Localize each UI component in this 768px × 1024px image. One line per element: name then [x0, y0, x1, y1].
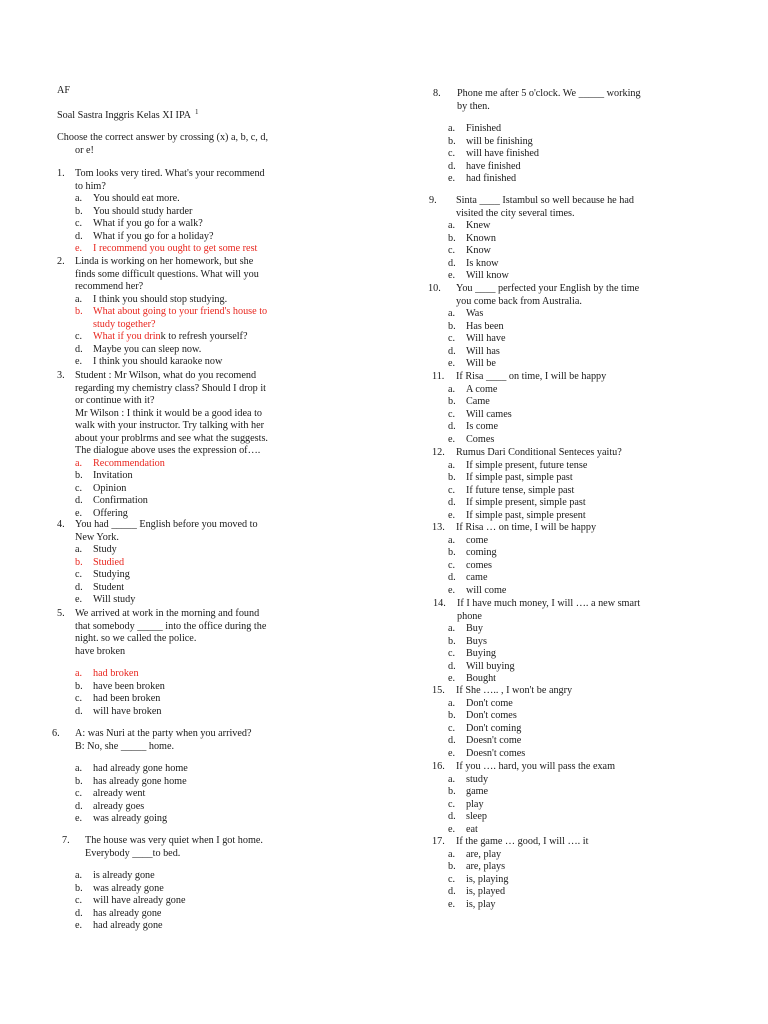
option-letter: d. — [448, 497, 456, 508]
option-text: eat — [466, 823, 478, 835]
question-number: 11. — [432, 371, 445, 382]
option-text: was already going — [93, 813, 168, 824]
option-text: What about going to your friend's house to — [93, 306, 268, 317]
question-stem-line: have broken — [75, 645, 126, 657]
option-letter: a. — [448, 534, 456, 546]
question-stem-line: night. so we called the police. — [75, 633, 197, 644]
option-letter: d. — [448, 160, 456, 172]
option-text: had already gone home — [93, 763, 188, 774]
option-text: Will has — [466, 345, 500, 357]
option-letter: c. — [448, 648, 456, 659]
question-stem-line: walk with your instructor. Try talking with her — [75, 420, 265, 431]
question-number: 5. — [57, 608, 65, 619]
option-letter: e. — [448, 898, 456, 910]
option-letter: c. — [75, 693, 83, 704]
option-text: A come — [466, 383, 498, 395]
option-text: Buys — [466, 635, 487, 647]
question-stem-line: to him? — [75, 180, 106, 192]
option-letter: c. — [75, 569, 83, 580]
option-letter: e. — [448, 747, 456, 759]
option-letter: c. — [448, 484, 456, 496]
option-letter: d. — [448, 660, 456, 672]
option-letter: e. — [448, 270, 456, 281]
option-letter: a. — [75, 193, 83, 204]
option-letter: b. — [448, 710, 456, 721]
option-letter: c. — [75, 482, 83, 494]
question-stem-line: regarding my chemistry class? Should I drop it — [75, 382, 266, 394]
option-text: Don't come — [466, 697, 513, 709]
question-stem-line: Everybody ____to bed. — [85, 847, 181, 859]
option-text: If simple past, simple present — [466, 509, 586, 521]
doc-title — [57, 107, 199, 123]
option-text: Comes — [466, 433, 495, 445]
question-number: 17. — [432, 836, 445, 847]
option-letter: c. — [448, 798, 456, 810]
option-letter: a. — [448, 123, 456, 134]
option-letter: d. — [75, 705, 83, 717]
option-letter: d. — [448, 886, 456, 897]
question-number: 16. — [432, 761, 445, 772]
option-text: Confirmation — [93, 495, 148, 506]
option-text: are, plays — [466, 861, 506, 872]
question-number: 2. — [57, 256, 65, 267]
option-letter: a. — [75, 457, 83, 469]
instruction-line-1: Choose the correct answer by crossing (x) a, b, c, d, — [57, 132, 269, 143]
question-stem-line: phone — [457, 610, 482, 622]
option-letter: b. — [448, 396, 456, 407]
option-text: Has been — [466, 320, 504, 332]
option-letter: e. — [448, 358, 456, 369]
question-stem-line: you come back from Australia. — [456, 295, 582, 307]
question-stem-line: We arrived at work in the morning and found — [75, 608, 260, 619]
option-text: Will study — [93, 594, 136, 605]
option-text: has already gone home — [93, 775, 187, 787]
question-stem-line: You had _____ English before you moved to — [75, 519, 258, 530]
option-letter: d. — [448, 811, 456, 822]
option-letter: a. — [75, 668, 83, 679]
option-letter: e. — [75, 243, 83, 254]
question-number: 4. — [57, 519, 65, 530]
option-letter: e. — [448, 173, 456, 184]
option-letter: d. — [448, 257, 456, 269]
option-text: had broken — [93, 668, 139, 679]
option-letter: b. — [75, 205, 83, 217]
option-letter: a. — [448, 308, 456, 319]
option-letter: e. — [75, 594, 83, 605]
option-text: If simple past, simple past — [466, 472, 573, 483]
option-text: have been broken — [93, 680, 165, 692]
option-letter: c. — [75, 895, 83, 906]
option-letter: c. — [448, 148, 456, 159]
option-text: Bought — [466, 673, 497, 684]
option-letter: a. — [75, 870, 83, 881]
option-text: Opinion — [93, 482, 127, 494]
option-letter: d. — [75, 907, 83, 919]
question-number: 10. — [428, 283, 441, 294]
option-text: You should eat more. — [93, 193, 180, 204]
question-stem-line: by then. — [457, 100, 490, 112]
option-text: I recommend you ought to get some rest — [93, 243, 258, 254]
question-stem-line: Linda is working on her homework, but she — [75, 256, 254, 267]
question-stem-line: Mr Wilson : I think it would be a good idea to — [75, 407, 263, 419]
option-letter: a. — [75, 544, 83, 555]
option-text: came — [466, 572, 488, 583]
option-text: has already gone — [93, 907, 162, 919]
option-letter: e. — [448, 823, 456, 835]
option-letter: a. — [448, 383, 456, 395]
option-letter: a. — [448, 848, 456, 860]
option-letter: c. — [75, 788, 83, 799]
question-stem-line: or continue with it? — [75, 395, 155, 406]
question-number: 1. — [57, 168, 65, 179]
option-letter: d. — [75, 495, 83, 506]
question-stem-line: finds some difficult questions. What will you — [75, 268, 259, 280]
option-text: Knew — [466, 220, 491, 231]
option-text: will have broken — [93, 705, 162, 717]
option-letter: a. — [448, 459, 456, 471]
option-letter: c. — [75, 331, 83, 342]
question-number: 13. — [432, 522, 445, 533]
option-text: Finished — [466, 123, 502, 134]
question-number: 15. — [432, 685, 445, 696]
option-text: Student — [93, 581, 125, 593]
option-text: Will have — [466, 333, 506, 344]
option-text: I think you should karaoke now — [93, 356, 223, 367]
option-text — [93, 331, 247, 344]
option-text: Is come — [466, 421, 498, 432]
option-text: will be finishing — [466, 135, 533, 147]
option-letter: a. — [75, 293, 83, 305]
option-text: are, play — [466, 848, 502, 860]
question-stem-line: You ____ perfected your English by the time — [456, 283, 640, 294]
option-letter: c. — [448, 722, 456, 734]
option-text: have finished — [466, 160, 521, 172]
option-text: play — [466, 798, 484, 810]
option-text: Is know — [466, 257, 499, 269]
option-text: was already gone — [93, 882, 164, 894]
option-letter: e. — [448, 433, 456, 445]
option-text: game — [466, 786, 489, 797]
option-text: will have already gone — [93, 895, 186, 906]
question-stem-line: If the game … good, I will …. it — [456, 836, 589, 847]
option-letter: c. — [448, 559, 456, 571]
option-text: Buy — [466, 623, 483, 634]
question-stem-line: If She ….. , I won't be angry — [456, 685, 573, 696]
option-letter: d. — [75, 343, 83, 355]
question-stem-line: about your problrms and see what the suggests. — [75, 432, 268, 444]
option-text: Maybe you can sleep now. — [93, 343, 202, 355]
option-text: Study — [93, 544, 117, 555]
option-text: had finished — [466, 173, 517, 184]
option-letter: d. — [448, 421, 456, 432]
option-text-highlighted: What if you drin — [93, 331, 161, 342]
option-text: Recommendation — [93, 457, 165, 469]
option-text: Was — [466, 308, 484, 319]
question-stem-line: visited the city several times. — [456, 207, 575, 219]
option-text: Will know — [466, 270, 509, 281]
option-letter: b. — [448, 861, 456, 872]
option-letter: b. — [448, 635, 456, 647]
option-text: Doesn't come — [466, 735, 522, 746]
option-text: Will cames — [466, 408, 512, 420]
option-text: Will buying — [466, 660, 515, 672]
question-stem-line: B: No, she _____ home. — [75, 740, 175, 752]
option-text: coming — [466, 547, 497, 558]
question-stem-line: Sinta ____ Istambul so well because he had — [456, 195, 634, 206]
question-number: 3. — [57, 370, 65, 381]
question-stem-line: The dialogue above uses the expression of…. — [75, 445, 261, 456]
option-letter: b. — [448, 547, 456, 558]
option-text: Came — [466, 396, 490, 407]
question-stem-line: Student : Mr Wilson, what do you recomend — [75, 370, 257, 381]
option-text: I think you should stop studying. — [93, 293, 228, 305]
option-letter: b. — [448, 232, 456, 244]
doc-code: AF — [57, 85, 71, 96]
option-letter: a. — [448, 773, 456, 785]
option-text: You should study harder — [93, 205, 193, 217]
question-stem-line: The house was very quiet when I got home. — [85, 835, 263, 846]
option-letter: c. — [448, 408, 456, 420]
option-text: If simple present, simple past — [466, 497, 586, 508]
option-text: will have finished — [466, 148, 539, 159]
option-letter: d. — [75, 800, 83, 812]
option-text: is, play — [466, 898, 496, 910]
question-stem-line: A: was Nuri at the party when you arrived? — [75, 728, 252, 739]
option-letter: b. — [448, 786, 456, 797]
option-letter: d. — [75, 581, 83, 593]
question-stem-line: If Risa … on time, I will be happy — [456, 522, 597, 533]
option-text: Doesn't comes — [466, 747, 526, 759]
option-letter: c. — [448, 873, 456, 885]
option-text: Studied — [93, 556, 125, 568]
option-text: What if you go for a holiday? — [93, 230, 214, 242]
option-text: Invitation — [93, 470, 133, 481]
option-text-rest: k to refresh yourself? — [160, 331, 248, 342]
option-text: will come — [466, 584, 507, 596]
question-number: 9. — [429, 195, 437, 206]
question-number: 7. — [62, 835, 70, 846]
option-text: come — [466, 534, 489, 546]
option-letter: b. — [75, 882, 83, 894]
option-text: is, playing — [466, 873, 509, 885]
option-letter: d. — [75, 230, 83, 242]
option-text: What if you go for a walk? — [93, 218, 203, 229]
option-letter: e. — [448, 509, 456, 521]
option-text: Don't coming — [466, 722, 522, 734]
question-stem-line: If I have much money, I will …. a new smart — [457, 598, 641, 609]
question-stem-line: New York. — [75, 531, 119, 543]
question-number: 6. — [52, 728, 60, 739]
question-number: 8. — [433, 88, 441, 99]
option-text: If simple present, future tense — [466, 459, 588, 471]
question-stem-line: that somebody _____ into the office during the — [75, 620, 267, 632]
option-letter: b. — [75, 470, 83, 481]
option-letter: e. — [75, 813, 83, 824]
question-number: 14. — [433, 598, 446, 609]
option-text: had been broken — [93, 693, 161, 704]
question-stem-line: Rumus Dari Conditional Senteces yaitu? — [456, 447, 622, 458]
option-text: already went — [93, 788, 146, 799]
question-stem-line: If you …. hard, you will pass the exam — [456, 761, 616, 772]
option-text: Studying — [93, 569, 130, 580]
option-letter: e. — [448, 673, 456, 684]
option-letter: a. — [448, 623, 456, 634]
question-stem-line: Tom looks very tired. What's your recommend — [75, 168, 265, 179]
option-text: is, played — [466, 886, 506, 897]
option-letter: c. — [448, 245, 456, 256]
option-letter: e. — [75, 507, 83, 519]
doc-title-sup: 1 — [195, 107, 199, 116]
option-letter: c. — [75, 218, 83, 229]
option-text: Buying — [466, 648, 497, 659]
option-letter: b. — [75, 556, 83, 568]
option-text: If future tense, simple past — [466, 484, 575, 496]
option-text: study together? — [93, 318, 156, 330]
option-letter: b. — [75, 775, 83, 787]
option-letter: e. — [75, 920, 83, 931]
option-text: Will be — [466, 358, 496, 369]
option-text: Know — [466, 245, 491, 256]
option-letter: b. — [448, 472, 456, 483]
question-stem-line: Phone me after 5 o'clock. We _____ working — [457, 88, 641, 99]
option-text: Offering — [93, 507, 128, 519]
question-stem-line: recommend her? — [75, 281, 144, 292]
option-letter: d. — [448, 735, 456, 746]
option-text: Known — [466, 232, 496, 244]
doc-title-text: Soal Sastra Inggris Kelas XI IPA — [57, 110, 191, 121]
option-letter: e. — [75, 356, 83, 367]
option-letter: d. — [448, 345, 456, 357]
option-text: already goes — [93, 800, 145, 812]
option-letter: a. — [75, 763, 83, 774]
option-text: is already gone — [93, 870, 155, 881]
option-letter: a. — [448, 697, 456, 709]
option-text: comes — [466, 559, 493, 571]
option-letter: b. — [75, 306, 83, 317]
option-text: had already gone — [93, 920, 163, 931]
option-letter: e. — [448, 584, 456, 596]
option-letter: b. — [448, 320, 456, 332]
option-letter: c. — [448, 333, 456, 344]
option-letter: a. — [448, 220, 456, 231]
question-stem-line: If Risa ____ on time, I will be happy — [456, 371, 607, 382]
option-letter: d. — [448, 572, 456, 583]
option-letter: b. — [448, 135, 456, 147]
option-letter: b. — [75, 680, 83, 692]
option-text: Don't comes — [466, 710, 517, 721]
option-text: sleep — [466, 811, 487, 822]
option-text: study — [466, 773, 489, 785]
question-number: 12. — [432, 447, 445, 458]
instruction-line-2: or e! — [75, 145, 94, 156]
